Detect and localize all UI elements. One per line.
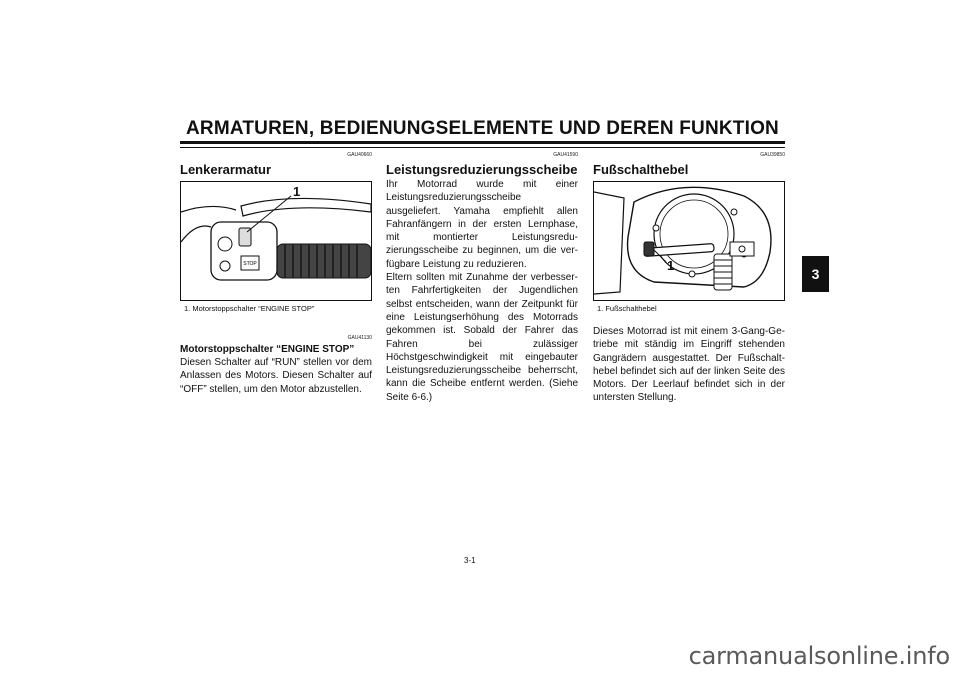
column-shift-pedal	[593, 152, 785, 405]
header-rule-thick	[180, 141, 785, 144]
paragraph-power-reduction-2: Eltern sollten mit Zunahme der verbesserten Fahrfertigkeiten der Jugendlichen selbst entscheiden, wann der Zeitpunkt für eine Leistungserhöhung des Motorrads gekommen ist. Sobald der Fahrer das Fahren bei zulässiger Höchstgeschwindigkeit mit eingebauter Leistungsreduzierungsscheibe beherrscht, kann die Scheibe entfernt werden. (Siehe Seite 6-6.)	[386, 272, 578, 403]
page-number: 3-1	[464, 556, 476, 565]
paragraph-shift-pedal: Dieses Motorrad ist mit einem 3-Gang-Getriebe mit ständig im Eingriff stehenden Gangrädern ausgestattet. Der Fußschalthebel befindet sich auf der linken Seite des Motors. Der Leerlauf befindet sich in der untersten Stellung.	[593, 326, 785, 404]
stop-label-text: STOP	[243, 261, 257, 267]
figure-callout-1: 1	[667, 258, 675, 273]
paragraph-power-reduction-1: Ihr Motorrad wurde mit einer Leistungsreduzierungsscheibe ausgeliefert. Yamaha empfiehlt allen Fahranfängern in der ersten Lernphase, mit montierter Leistungsreduzierungsscheibe zu beginnen, um die verfügbare Leistung zu reduzieren.	[386, 179, 578, 270]
section-title-shift-pedal: Fußschalthebel	[593, 162, 689, 177]
figure-caption: 1. Fußschalthebel	[597, 304, 657, 313]
chapter-tab: 3	[802, 256, 829, 292]
section-code: GAU40660	[347, 152, 372, 158]
paragraph-engine-stop: Diesen Schalter auf “RUN” stellen vor dem Anlassen des Motors. Diesen Schalter auf “OFF” stellen, um den Motor abzustellen.	[180, 357, 372, 395]
figure-shift-pedal	[593, 181, 785, 301]
figure-handlebar-switch	[180, 181, 372, 301]
figure-caption: 1. Motorstoppschalter “ENGINE STOP”	[184, 304, 315, 313]
column-power-reduction	[386, 152, 578, 404]
column-handlebar	[180, 152, 372, 396]
handlebar-illustration	[181, 182, 372, 301]
watermark: carmanualsonline.info	[688, 642, 950, 670]
section-code: GAU41130	[347, 335, 372, 341]
section-title-power-reduction: Leistungsreduzierungsscheibe	[386, 162, 578, 177]
header-rule-thin	[180, 147, 785, 148]
section-subtitle-engine-stop: Motorstoppschalter “ENGINE STOP”	[180, 344, 355, 355]
figure-callout-1: 1	[293, 184, 301, 199]
page-header-title: ARMATUREN, BEDIENUNGSELEMENTE UND DEREN FUNKTION	[186, 118, 779, 139]
section-code: GAU39850	[760, 152, 785, 158]
section-title-handlebar: Lenkerarmatur	[180, 162, 272, 177]
section-code: GAU41590	[553, 152, 578, 158]
shift-pedal-illustration	[594, 182, 785, 301]
